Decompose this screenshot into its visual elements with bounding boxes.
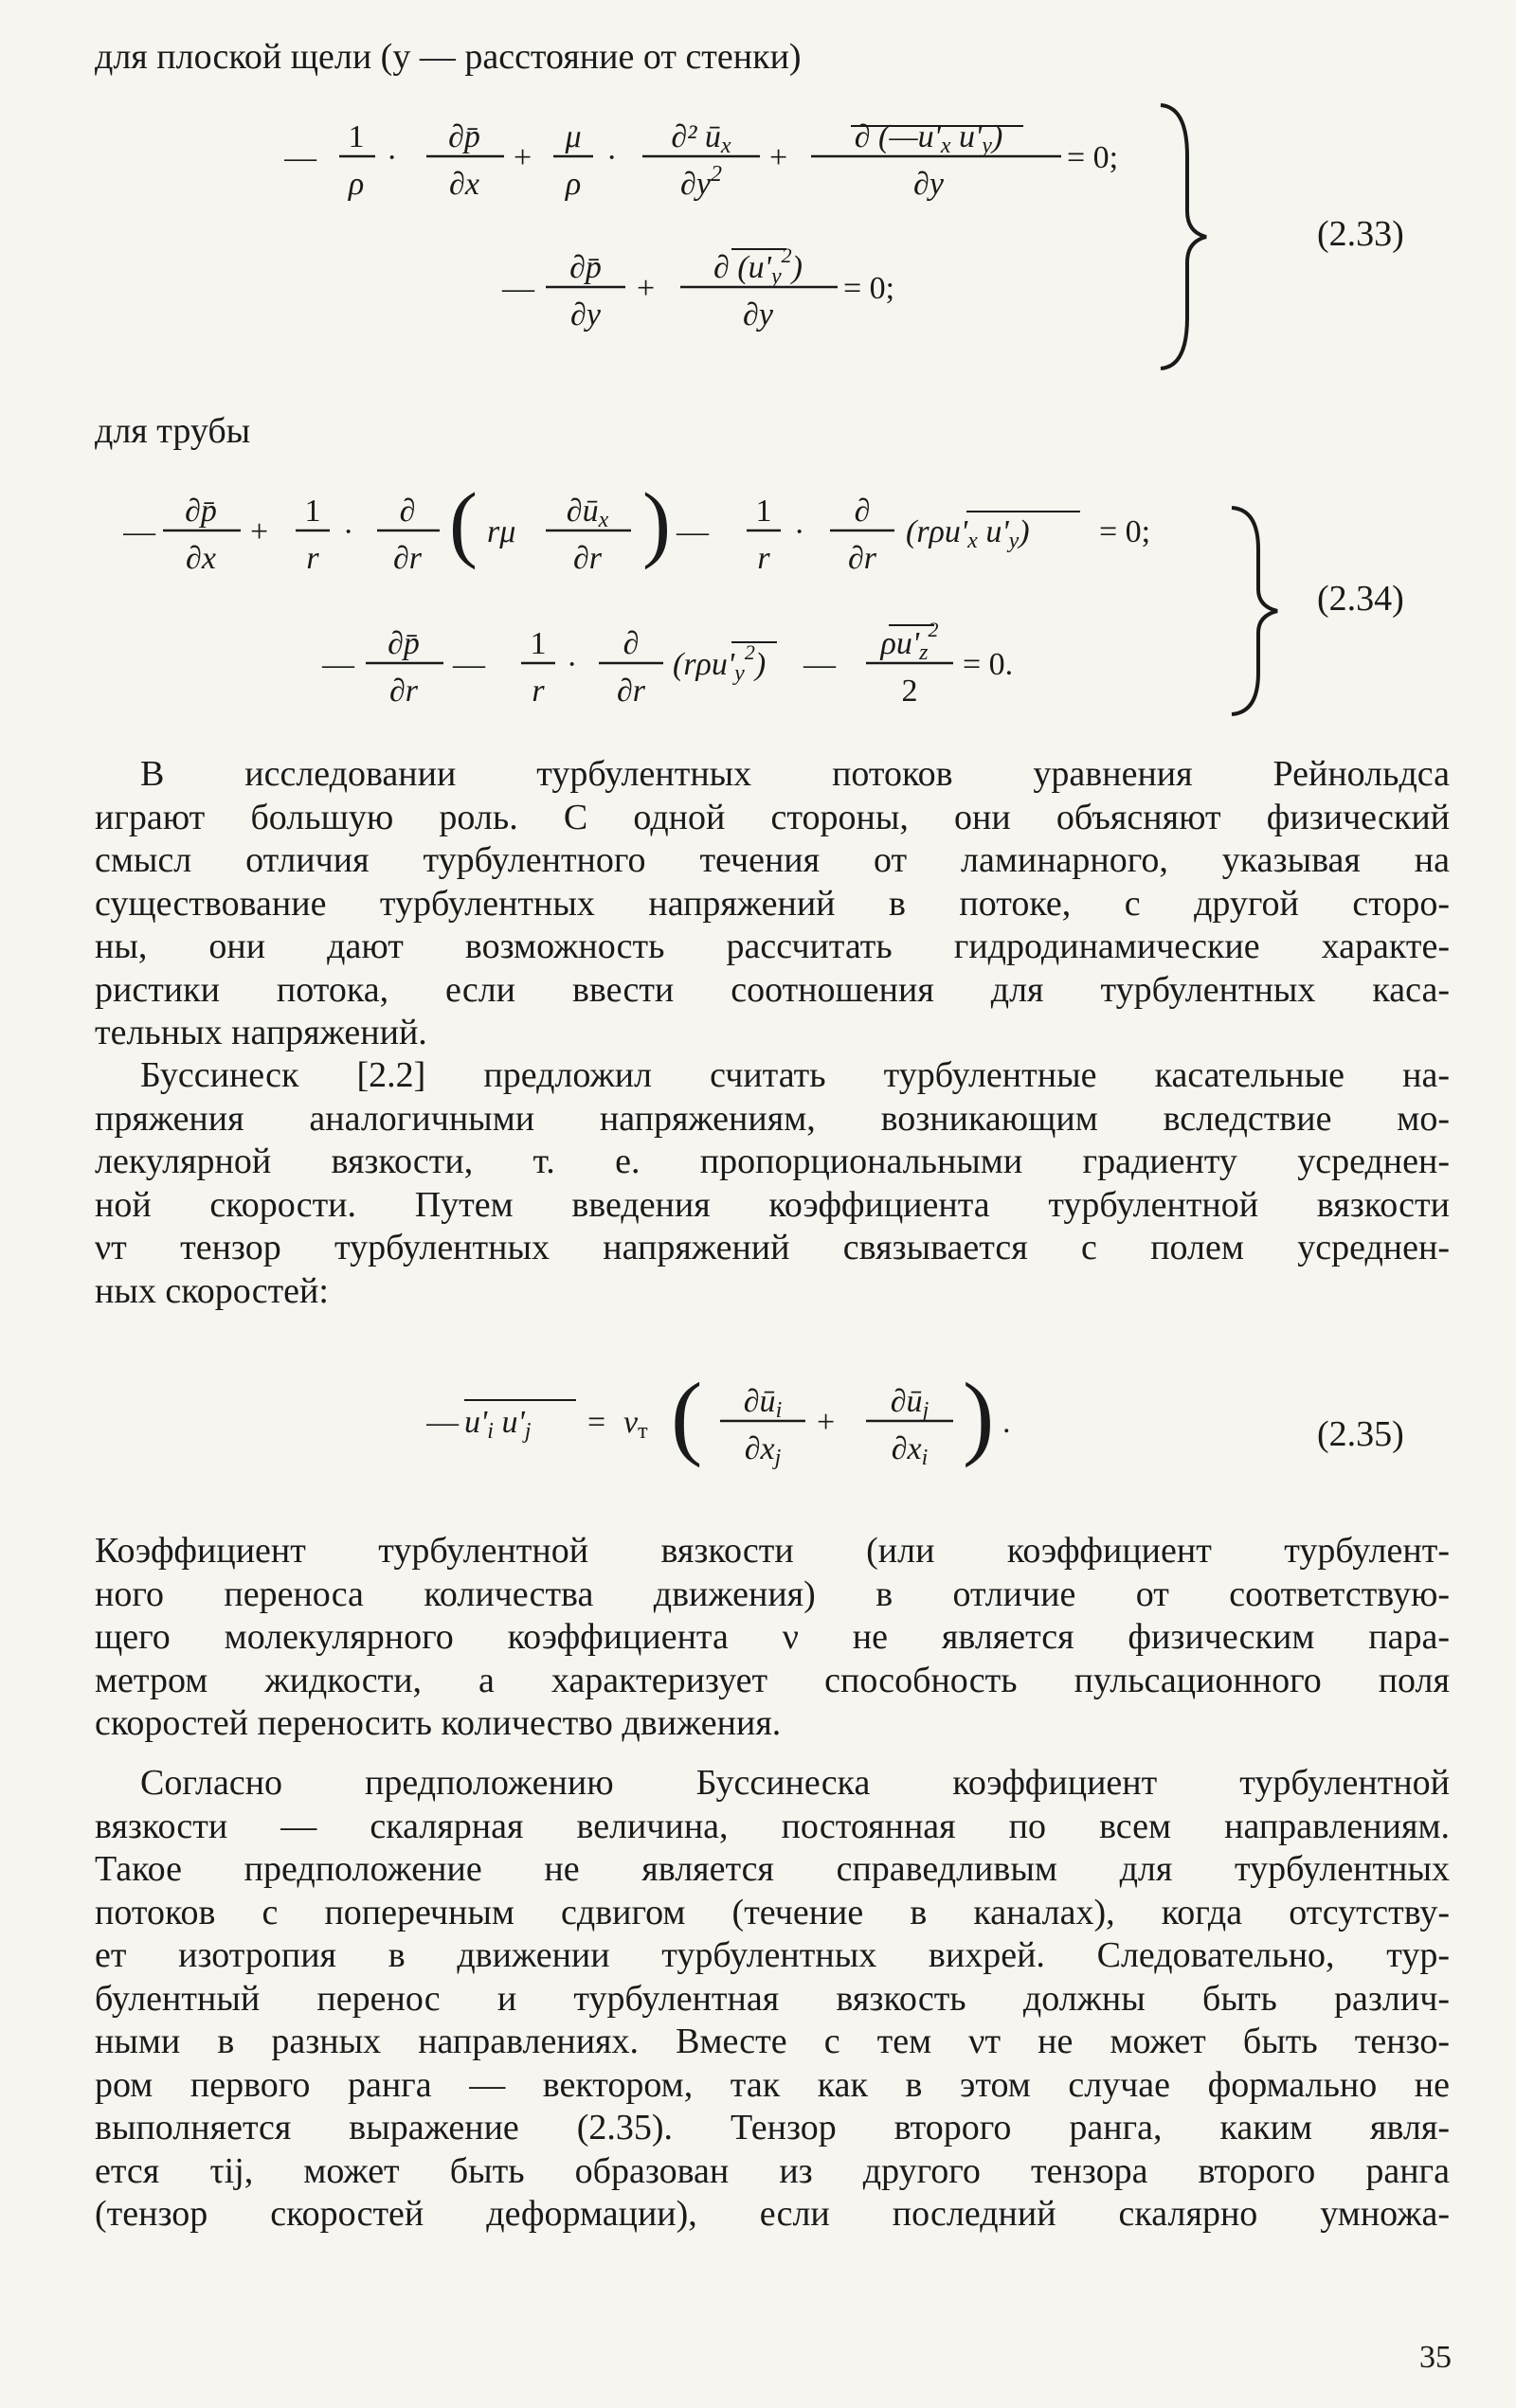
- svg-text:∂p̄: ∂p̄: [569, 250, 602, 285]
- svg-text:+: +: [637, 271, 656, 306]
- svg-text:·: ·: [343, 514, 354, 549]
- svg-text:∂² ūx: ∂² ūx: [671, 119, 731, 158]
- paragraph-line: Коэффициент турбулентной вязкости (или коэффициент турбулент-: [95, 1531, 1450, 1571]
- svg-text:+: +: [250, 514, 269, 549]
- svg-text:rμ: rμ: [487, 514, 516, 549]
- svg-text:—: —: [803, 647, 836, 682]
- paragraph-line: В исследовании турбулентных потоков уравнения Рейнольдса: [140, 754, 1450, 794]
- svg-text:∂: ∂: [623, 626, 640, 661]
- paragraph-line: Буссинеск [2.2] предложил считать турбулентные касательные на-: [140, 1055, 1450, 1095]
- paragraph-line: ными в разных направлениях. Вместе с тем νт не может быть тензо-: [95, 2022, 1450, 2061]
- paragraph-line: ристики потока, если ввести соотношения для турбулентных каса-: [95, 969, 1450, 1010]
- paragraph-line: лекулярной вязкости, т. е. пропорциональными градиенту усреднен-: [95, 1141, 1450, 1181]
- equation-2-33: [284, 99, 1194, 374]
- svg-text:—: —: [322, 647, 354, 682]
- svg-text:): ): [642, 476, 671, 570]
- svg-text:.: .: [1002, 1405, 1011, 1440]
- paragraph-line: потоков с поперечным сдвигом (течение в каналах), когда отсутству-: [95, 1892, 1450, 1932]
- svg-text:∂ūj: ∂ūj: [890, 1384, 929, 1423]
- paragraph-line: (тензор скоростей деформации), если последний скалярно умножа-: [95, 2194, 1450, 2234]
- svg-text:): ): [963, 1364, 995, 1468]
- paragraph-line: смысл отличия турбулентного течения от ламинарного, указывая на: [95, 840, 1450, 880]
- svg-text:—: —: [677, 514, 709, 549]
- svg-text:1: 1: [348, 119, 365, 154]
- svg-text:∂: ∂: [399, 494, 416, 529]
- svg-text:∂xi: ∂xi: [891, 1431, 929, 1470]
- paragraph-line: скоростей переносить количество движения.: [95, 1703, 782, 1743]
- paragraph-line: νт тензор турбулентных напряжений связывается с полем усреднен-: [95, 1228, 1450, 1267]
- svg-text:r: r: [757, 541, 770, 576]
- svg-text:νт: νт: [623, 1405, 648, 1444]
- svg-text:·: ·: [567, 647, 578, 682]
- paragraph-line: существование турбулентных напряжений в потоке, с другой сторо-: [95, 883, 1450, 924]
- paragraph-line: ного переноса количества движения) в отличие от соответствую-: [95, 1573, 1450, 1614]
- svg-text:(rρu'y2): $(r\rho u'y^2)$: [673, 640, 767, 686]
- svg-text:—: —: [284, 140, 316, 175]
- paragraph-line: играют большую роль. С одной стороны, они объясняют физический: [95, 797, 1450, 837]
- paragraph-3: [95, 1530, 1450, 1746]
- svg-text:∂ (—u'x u'y): ∂ (—u'x u'y): [854, 119, 1003, 158]
- svg-text:∂ūx: ∂ūx: [566, 494, 609, 532]
- paragraph-line: Такое предположение не является справедливым для турбулентных: [95, 1849, 1450, 1889]
- svg-text:1: 1: [755, 494, 772, 529]
- svg-text:·: ·: [606, 140, 618, 175]
- svg-text:∂p̄: ∂p̄: [185, 494, 217, 529]
- svg-text:∂p̄: ∂p̄: [388, 626, 420, 661]
- svg-text:∂xj: ∂xj: [744, 1431, 782, 1470]
- svg-text:∂y: ∂y: [743, 297, 773, 332]
- paragraph-line: выполняется выражение (2.35). Тензор второго ранга, каким явля-: [95, 2108, 1450, 2147]
- paragraph-line: вязкости — скалярная величина, постоянная по всем направлениям.: [95, 1806, 1450, 1846]
- svg-text:r: r: [532, 674, 545, 709]
- svg-text:∂ (u'y2): ∂ $(u'y^2)$: [713, 243, 803, 289]
- svg-text:μ: μ: [565, 119, 582, 154]
- svg-text:= 0;: = 0;: [843, 271, 895, 306]
- svg-text:∂r: ∂r: [847, 541, 877, 576]
- equation-number-2-34: (2.34): [1317, 579, 1404, 619]
- paragraph-line: ных скоростей:: [95, 1270, 329, 1311]
- paragraph-line: ет изотропия в движении турбулентных вихрей. Следовательно, тур-: [95, 1935, 1450, 1975]
- svg-text:ρ: ρ: [565, 167, 582, 202]
- paragraph-4: [95, 1762, 1450, 2237]
- svg-text:—: —: [123, 514, 155, 549]
- svg-text:u'i u'j: u'i u'j: [464, 1405, 532, 1444]
- svg-text:∂y: ∂y: [570, 297, 601, 332]
- svg-text:—: —: [502, 271, 534, 306]
- equation-2-34: [123, 474, 1241, 739]
- paragraph-line: булентный перенос и турбулентная вязкость должны быть различ-: [95, 1978, 1450, 2019]
- svg-text:∂: ∂: [854, 494, 871, 529]
- paragraph-line: ны, они дают возможность рассчитать гидродинамические характе-: [95, 926, 1450, 966]
- svg-text:2: 2: [901, 674, 918, 709]
- paragraph-line: ется τij, может быть образован из другого тензора второго ранга: [95, 2150, 1450, 2191]
- svg-text:—: —: [426, 1405, 459, 1440]
- svg-text:= 0;: = 0;: [1067, 140, 1119, 175]
- svg-text:∂x: ∂x: [449, 167, 479, 202]
- svg-text:∂r: ∂r: [572, 541, 603, 576]
- svg-text:—: —: [453, 647, 485, 682]
- svg-text:(rρu'x u'y): (rρu'x u'y): [906, 514, 1030, 553]
- svg-text:(: (: [449, 476, 478, 570]
- equation-2-35: [426, 1364, 1090, 1506]
- paragraph-line: тельных напряжений.: [95, 1013, 427, 1052]
- svg-text:∂r: ∂r: [616, 674, 646, 709]
- brace-2-34: [1222, 502, 1289, 720]
- svg-text:∂p̄: ∂p̄: [448, 119, 480, 154]
- svg-text:= 0;: = 0;: [1099, 514, 1151, 549]
- svg-text:1: 1: [530, 626, 547, 661]
- paragraph-line: ной скорости. Путем введения коэффициента турбулентной вязкости: [95, 1184, 1450, 1225]
- svg-text:+: +: [769, 140, 788, 175]
- brace-2-33: [1151, 99, 1218, 374]
- svg-text:r: r: [306, 541, 319, 576]
- equation-number-2-33: (2.33): [1317, 214, 1404, 254]
- paragraph-line: щего молекулярного коэффициента ν не является физическим пара-: [95, 1617, 1450, 1657]
- intro-pipe-text: для трубы: [95, 411, 251, 451]
- svg-text:∂y: ∂y: [913, 167, 944, 202]
- svg-text:=: =: [587, 1405, 606, 1440]
- svg-text:∂r: ∂r: [388, 674, 419, 709]
- svg-text:∂y2: $\partial y^2$: [680, 162, 722, 202]
- svg-text:= 0.: = 0.: [963, 647, 1014, 682]
- svg-text:1: 1: [304, 494, 321, 529]
- svg-text:(: (: [671, 1364, 703, 1468]
- paragraph-line: метром жидкости, а характеризует способность пульсационного поля: [95, 1660, 1450, 1700]
- svg-text:∂r: ∂r: [392, 541, 423, 576]
- paragraph-line: пряжения аналогичными напряжениям, возникающим вследствие мо-: [95, 1098, 1450, 1139]
- svg-text:+: +: [514, 140, 532, 175]
- svg-text:ρu'z2: $\rho u'z^2$: [880, 618, 939, 665]
- svg-text:ρ: ρ: [348, 167, 365, 202]
- svg-text:∂ūi: ∂ūi: [743, 1384, 783, 1423]
- intro-slit-text: для плоской щели (y — расстояние от стенки): [95, 37, 802, 77]
- svg-text:+: +: [817, 1405, 836, 1440]
- svg-text:·: ·: [794, 514, 805, 549]
- paragraph-line: ром первого ранга — вектором, так как в этом случае формально не: [95, 2064, 1450, 2105]
- svg-text:·: ·: [387, 140, 398, 175]
- page-number: 35: [1419, 2340, 1452, 2375]
- equation-number-2-35: (2.35): [1317, 1414, 1404, 1454]
- paragraph-2: [95, 1054, 1450, 1313]
- paragraph-1: [95, 753, 1450, 1055]
- svg-text:∂x: ∂x: [186, 541, 216, 576]
- paragraph-line: Согласно предположению Буссинеска коэффициент турбулентной: [140, 1763, 1450, 1803]
